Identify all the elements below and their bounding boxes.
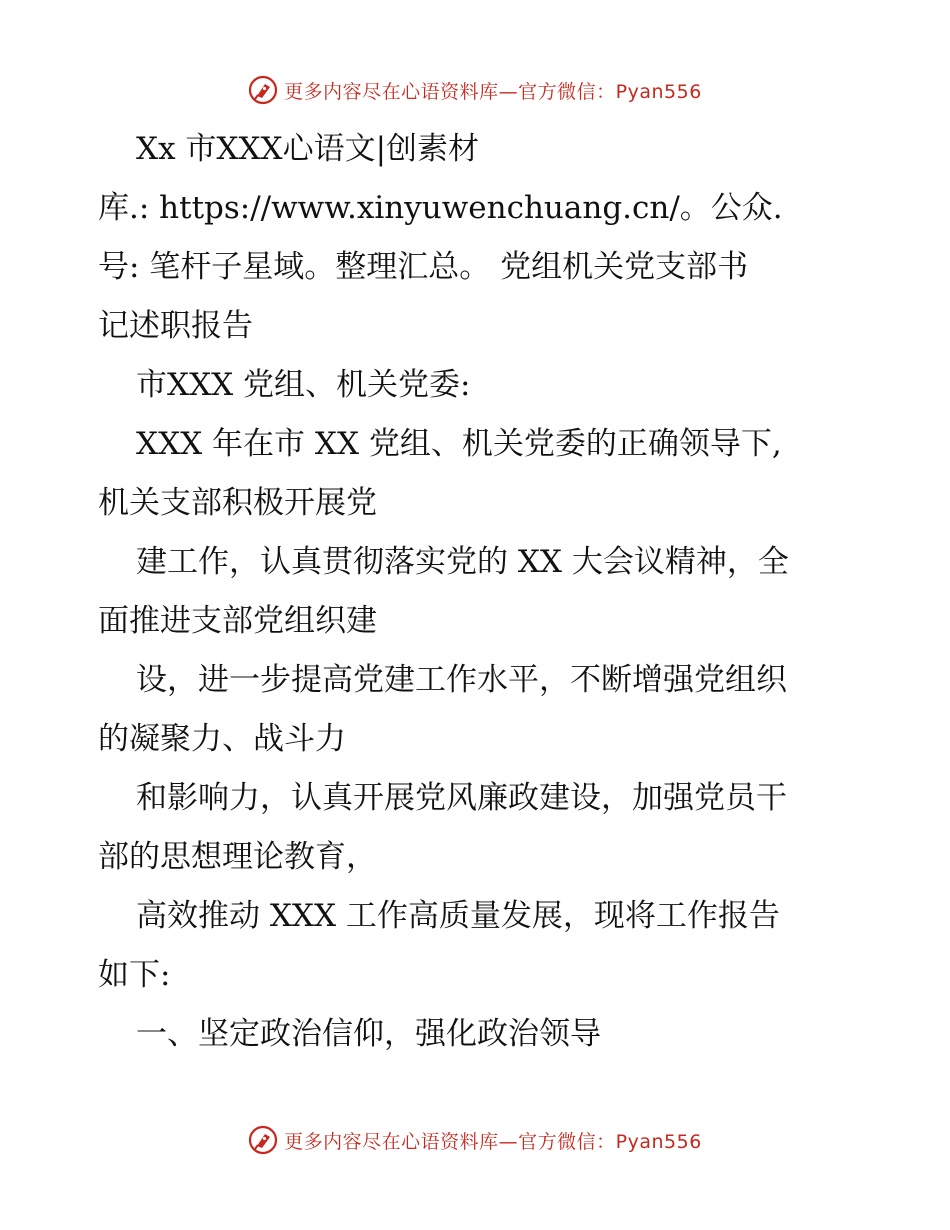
pen-nib-logo-icon: [248, 1125, 278, 1155]
watermark-text: 更多内容尽在心语资料库—官方微信：Pyan556: [284, 80, 702, 103]
footer-watermark: [0, 1118, 950, 1162]
paragraph-1: Xx 市XXX心语文|创素材 库.: https://www.xinyuwenchuang.cn/。公众. 号: 笔杆子星域。整理汇总。 党组机关党支部书 记述职报告: [98, 131, 783, 344]
paragraph-3: XXX 年在市 XX 党组、机关党委的正确领导下, 机关支部积极开展党: [98, 426, 782, 521]
paragraph-6: 和影响力，认真开展党风廉政建设，加强党员干 部的思想理论教育，: [98, 780, 787, 875]
document-body: [98, 120, 858, 1064]
header-watermark: [0, 68, 950, 112]
section-heading-1: 一、坚定政治信仰，强化政治领导: [136, 1016, 601, 1052]
paragraph-4: 建工作，认真贯彻落实党的 XX 大会议精神，全 面推进支部党组织建: [98, 544, 789, 639]
watermark-text: 更多内容尽在心语资料库—官方微信：Pyan556: [284, 1130, 702, 1153]
paragraph-7: 高效推动 XXX 工作高质量发展，现将工作报告 如下:: [98, 898, 780, 993]
paragraph-2: 市XXX 党组、机关党委:: [136, 367, 471, 403]
paragraph-5: 设，进一步提高党建工作水平，不断增强党组织 的凝聚力、战斗力: [98, 662, 787, 757]
pen-nib-logo-icon: [248, 75, 278, 105]
